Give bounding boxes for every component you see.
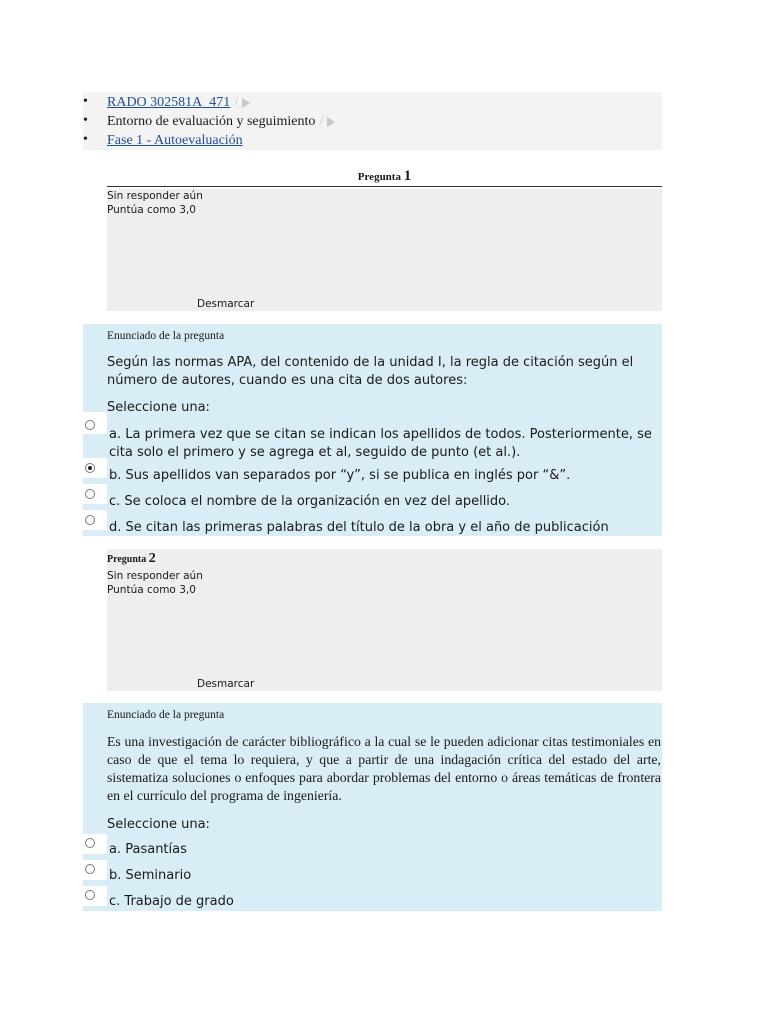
question-heading-word: Pregunta <box>107 554 147 565</box>
breadcrumb-separator: / <box>234 95 239 110</box>
radio-option-d[interactable] <box>85 515 95 525</box>
bullet: • <box>83 94 88 109</box>
question-2-content <box>83 703 662 911</box>
question-text: Es una investigación de carácter bibliográfico a la cual se le pueden adicionar citas testimoniales en caso de que el tema lo requiera, y que a partir de una indagación crítica del estado del arte, sistematiza soluciones o enfoques para abordar problemas del entorno o áreas temáticas de frontera en el currículo del programa de ingeniería. <box>107 734 661 803</box>
option-b[interactable]: b. Seminario <box>109 868 192 883</box>
breadcrumb-text-entorno: Entorno de evaluación y seguimiento <box>107 114 316 129</box>
breadcrumb-separator: / <box>319 114 324 129</box>
question-heading-word: Pregunta <box>357 171 401 183</box>
option-b[interactable]: b. Sus apellidos van separados por “y”, si se publica en inglés por “&”. <box>109 468 571 483</box>
breadcrumb-item-fase[interactable] <box>107 131 243 151</box>
bullet: • <box>83 132 88 147</box>
breadcrumb-item-entorno <box>107 112 335 132</box>
question-2-info <box>107 549 662 691</box>
content-heading: Enunciado de la pregunta <box>107 709 225 721</box>
option-d[interactable]: d. Se citan las primeras palabras del título de la obra y el año de publicación <box>109 520 609 535</box>
question-2-heading <box>107 551 156 567</box>
content-heading: Enunciado de la pregunta <box>107 330 225 342</box>
option-c[interactable]: c. Se coloca el nombre de la organización en vez del apellido. <box>109 494 511 509</box>
radio-option-a[interactable] <box>85 838 95 848</box>
radio-option-a[interactable] <box>85 420 95 430</box>
unmark-button[interactable]: Desmarcar <box>197 298 255 310</box>
select-prompt: Seleccione una: <box>107 400 210 415</box>
radio-option-b[interactable] <box>85 463 95 473</box>
question-points: Puntúa como 3,0 <box>107 204 196 216</box>
question-status: Sin responder aún <box>107 570 203 582</box>
bullet: • <box>83 113 88 128</box>
radio-option-c[interactable] <box>85 489 95 499</box>
breadcrumb-link-course[interactable]: RADO 302581A_471 <box>107 95 231 110</box>
radio-option-c[interactable] <box>85 890 95 900</box>
question-status: Sin responder aún <box>107 190 203 202</box>
play-icon <box>327 117 335 127</box>
question-1-heading <box>107 168 662 187</box>
breadcrumb-link-fase[interactable]: Fase 1 - Autoevaluación <box>107 133 243 148</box>
question-points: Puntúa como 3,0 <box>107 584 196 596</box>
play-icon <box>242 98 250 108</box>
radio-option-b[interactable] <box>85 864 95 874</box>
question-text: Según las normas APA, del contenido de la unidad I, la regla de citación según el número de autores, cuando es una cita de dos autores: <box>107 355 634 388</box>
select-prompt: Seleccione una: <box>107 817 210 832</box>
breadcrumb <box>83 92 662 150</box>
question-1-content <box>83 324 662 536</box>
question-number: 1 <box>403 168 412 184</box>
option-a[interactable]: a. La primera vez que se citan se indican los apellidos de todos. Posteriormente, se cita solo el primero y se agrega et al, seguido de punto (et al.). <box>109 427 652 460</box>
breadcrumb-item-course[interactable] <box>107 93 250 113</box>
question-1-info <box>107 189 662 311</box>
question-number: 2 <box>148 551 156 566</box>
option-a[interactable]: a. Pasantías <box>109 842 187 857</box>
option-c[interactable]: c. Trabajo de grado <box>109 894 234 909</box>
unmark-button[interactable]: Desmarcar <box>197 678 255 690</box>
